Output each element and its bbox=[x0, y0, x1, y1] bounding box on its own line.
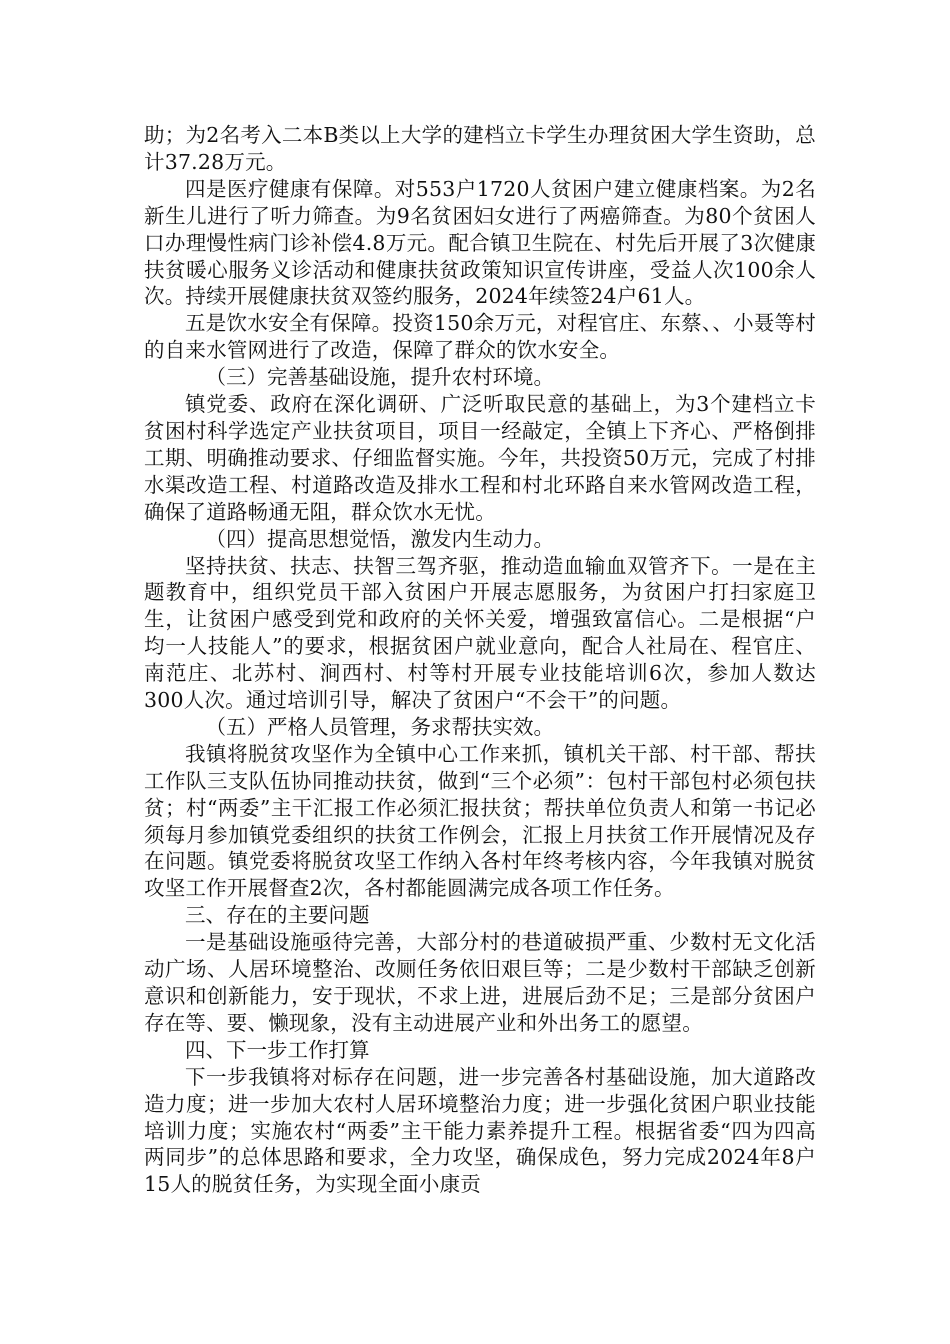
paragraph: 四是医疗健康有保障。对553户1720人贫困户建立健康档案。为2名新生儿进行了听力筛查。为9名贫困妇女进行了两癌筛查。为80个贫困人口办理慢性病门诊补偿4.8万元。配合镇卫生院在、村先后开展了3次健康扶贫暖心服务义诊活动和健康扶贫政策知识宣传讲座，受益人次100余人次。持续开展健康扶贫双签约服务，2024年续签24户61人。 bbox=[144, 176, 816, 309]
paragraph: 五是饮水安全有保障。投资150余万元，对程官庄、东蔡、、小聂等村的自来水管网进行了改造，保障了群众的饮水安全。 bbox=[144, 311, 816, 363]
section-heading: （三）完善基础设施，提升农村环境。 bbox=[205, 365, 554, 390]
chapter-heading: 四、下一步工作打算 bbox=[185, 1037, 370, 1062]
chapter-heading: 三、存在的主要问题 bbox=[185, 903, 370, 928]
paragraph: 坚持扶贫、扶志、扶智三驾齐驱，推动造血输血双管齐下。一是在主题教育中，组织党员干部入贫困户开展志愿服务，为贫困户打扫家庭卫生，让贫困户感受到党和政府的关怀关爱，增强致富信心。二是根据“户均一人技能人”的要求，根据贫困户就业意向，配合人社局在、程官庄、南范庄、北苏村、涧西村、村等村开展专业技能培训6次，参加人数达300人次。通过培训引导，解决了贫困户“不会干”的问题。 bbox=[144, 553, 816, 713]
section-heading: （五）严格人员管理，务求帮扶实效。 bbox=[205, 714, 554, 739]
paragraph: 镇党委、政府在深化调研、广泛听取民意的基础上，为3个建档立卡贫困村科学选定产业扶贫项目，项目一经敲定，全镇上下齐心、严格倒排工期、明确推动要求、仔细监督实施。今年，共投资50万元，完成了村排水渠改造工程、村道路改造及排水工程和村北环路自来水管网改造工程，确保了道路畅通无阻，群众饮水无忧。 bbox=[144, 392, 816, 524]
document-body bbox=[144, 122, 816, 1198]
paragraph: 助；为2名考入二本B类以上大学的建档立卡学生办理贫困大学生资助，总计37.28万元。 bbox=[144, 123, 816, 174]
paragraph: 一是基础设施亟待完善，大部分村的巷道破损严重、少数村无文化活动广场、人居环境整治、改厕任务依旧艰巨等；二是少数村干部缺乏创新意识和创新能力，安于现状，不求上进，进展后劲不足；三是部分贫困户存在等、要、懒现象，没有主动进展产业和外出务工的愿望。 bbox=[144, 930, 816, 1035]
paragraph: 我镇将脱贫攻坚作为全镇中心工作来抓，镇机关干部、村干部、帮扶工作队三支队伍协同推动扶贫，做到“三个必须”：包村干部包村必须包扶贫；村“两委”主干汇报工作必须汇报扶贫；帮扶单位负责人和第一书记必须每月参加镇党委组织的扶贫工作例会，汇报上月扶贫工作开展情况及存在问题。镇党委将脱贫攻坚工作纳入各村年终考核内容，今年我镇对脱贫攻坚工作开展督查2次，各村都能圆满完成各项工作任务。 bbox=[144, 741, 816, 901]
section-heading: （四）提高思想觉悟，激发内生动力。 bbox=[205, 526, 554, 551]
paragraph: 下一步我镇将对标存在问题，进一步完善各村基础设施，加大道路改造力度；进一步加大农村人居环境整治力度；进一步强化贫困户职业技能培训力度；实施农村“两委”主干能力素养提升工程。根据省委“四为四高两同步”的总体思路和要求，全力攻坚，确保成色，努力完成2024年8户15人的脱贫任务，为实现全面小康贡 bbox=[144, 1064, 816, 1197]
